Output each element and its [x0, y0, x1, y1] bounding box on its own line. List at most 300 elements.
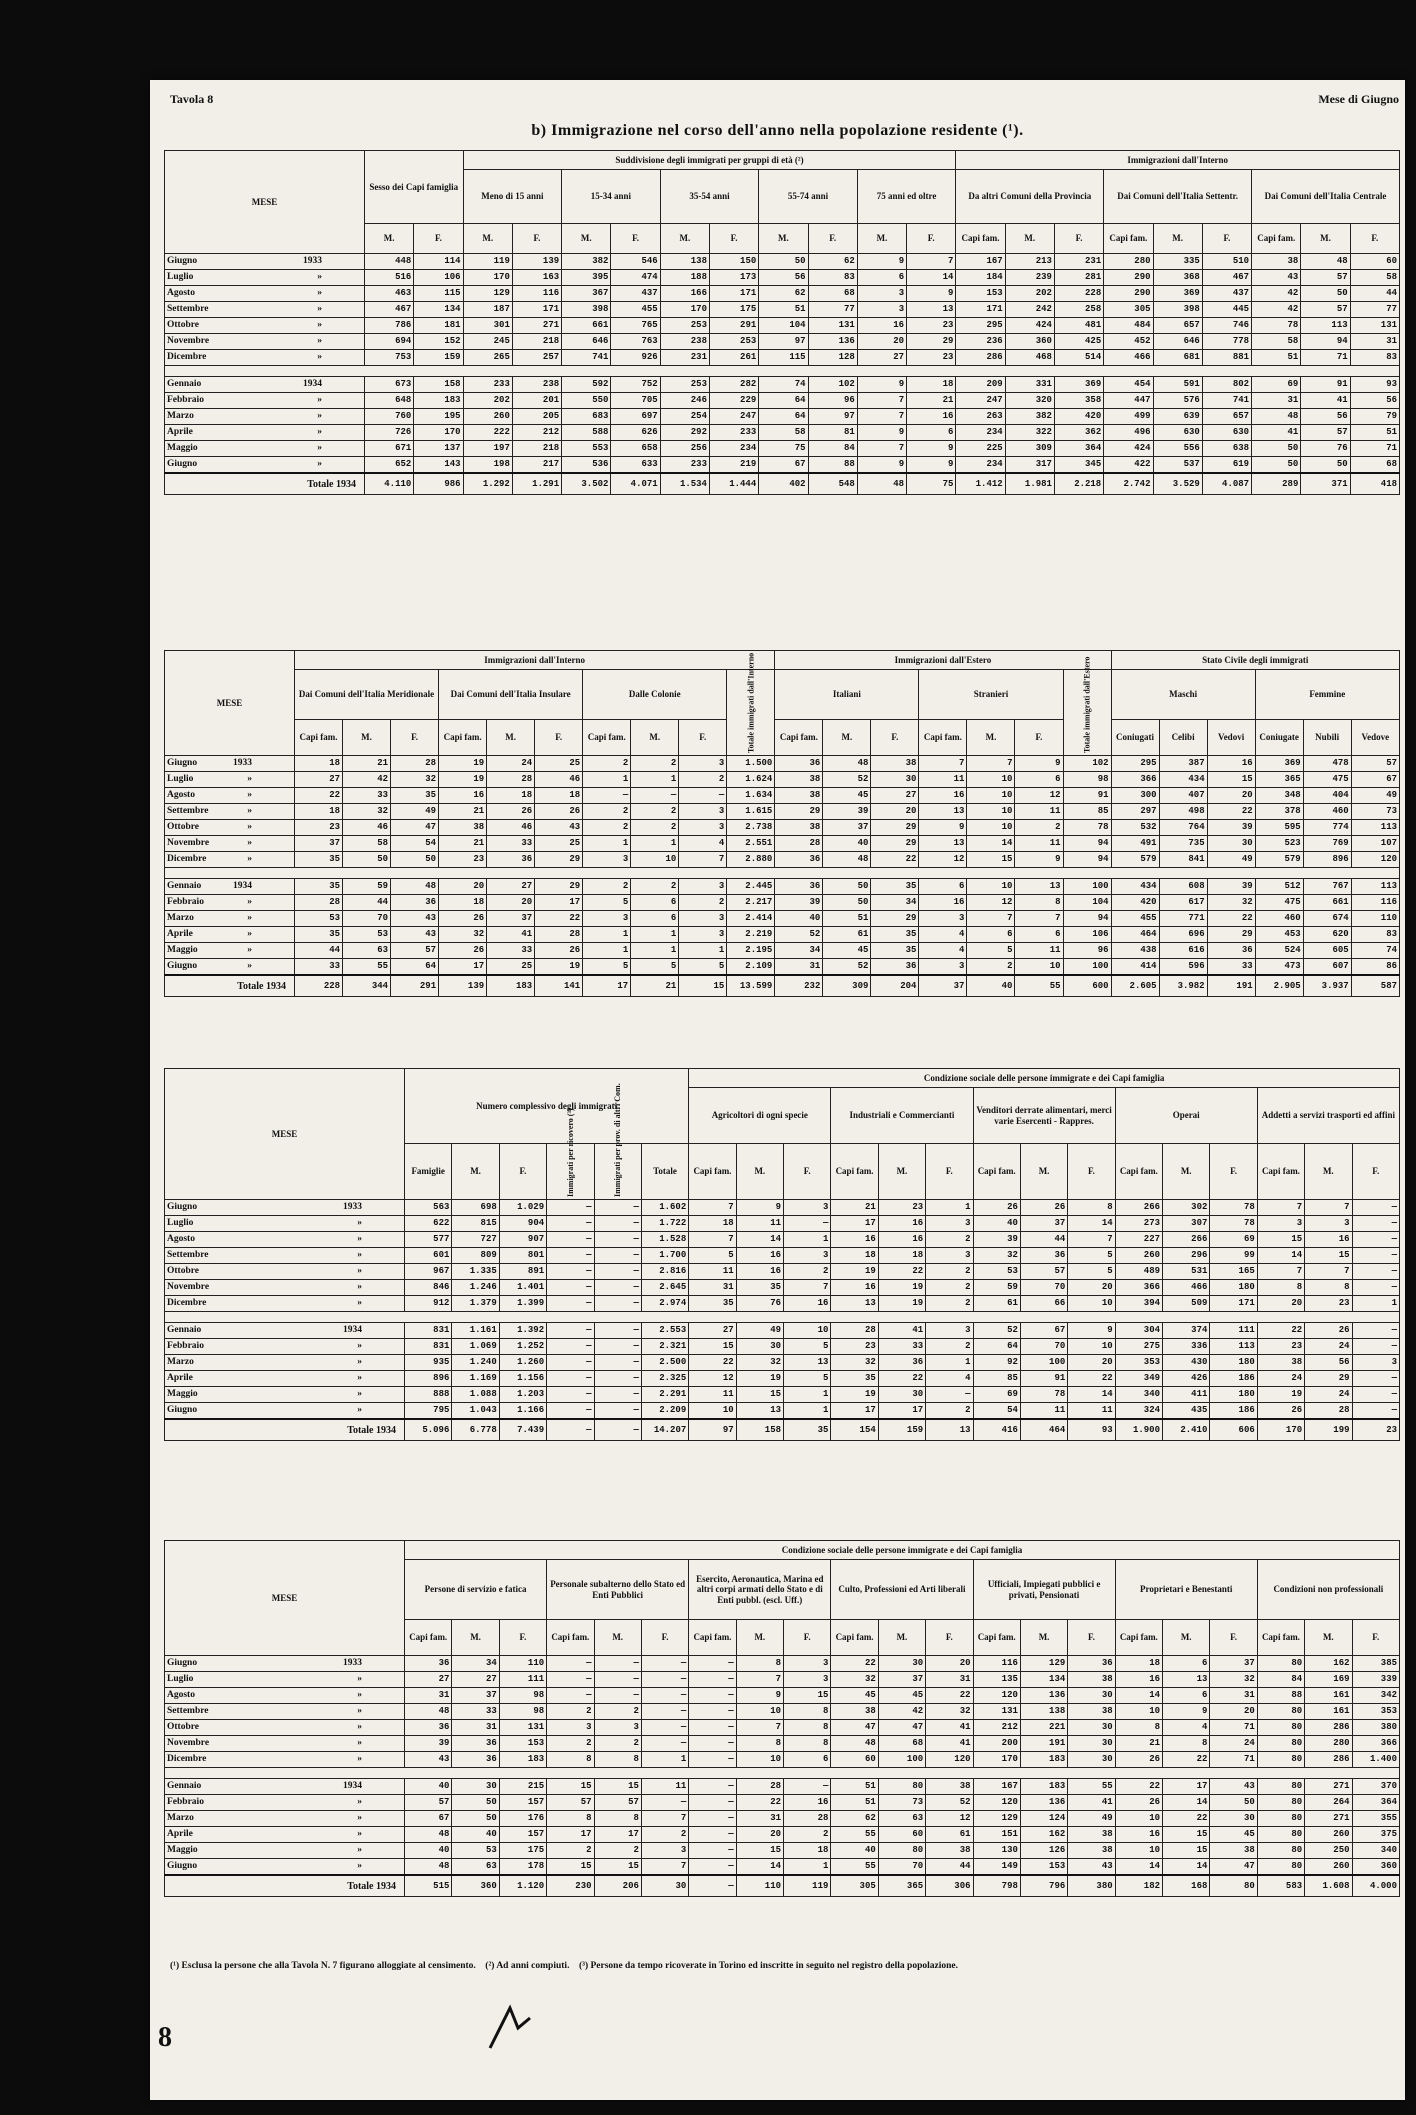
data-cell: 302 [1163, 1200, 1210, 1216]
col-capi-fam: Capi fam. [689, 1144, 736, 1200]
data-cell: 57 [1301, 270, 1350, 286]
data-cell: 32 [391, 772, 439, 788]
data-cell: — [547, 1232, 594, 1248]
data-cell: 48 [823, 852, 871, 868]
data-cell: 120 [973, 1795, 1020, 1811]
table-row [165, 334, 1400, 350]
data-cell: 2.217 [727, 895, 775, 911]
data-cell: 282 [709, 377, 758, 393]
month-year: » [317, 427, 322, 437]
data-cell: 247 [709, 409, 758, 425]
data-cell: 18 [878, 1248, 925, 1264]
data-cell: — [689, 1843, 736, 1859]
data-cell: 114 [414, 254, 463, 270]
col-f: F. [907, 224, 956, 254]
data-cell: 8 [547, 1752, 594, 1768]
data-cell: 42 [1252, 302, 1301, 318]
total-row [165, 473, 1400, 495]
month-name: Agosto [167, 790, 195, 800]
month-cell [165, 1656, 405, 1672]
total-cell: 4.000 [1352, 1875, 1400, 1897]
estero-group-header: Immigrazioni dall'Estero [775, 651, 1111, 670]
data-cell: 52 [926, 1795, 973, 1811]
col-m: M. [594, 1620, 641, 1656]
data-cell: 460 [1255, 911, 1303, 927]
month-year: » [357, 1266, 362, 1276]
month-year: » [357, 1797, 362, 1807]
data-cell: 769 [1303, 836, 1351, 852]
data-cell: — [547, 1200, 594, 1216]
data-cell: 39 [1207, 820, 1255, 836]
table-row [165, 1371, 1400, 1387]
data-cell: 30 [1210, 1811, 1257, 1827]
data-cell: 126 [1020, 1843, 1067, 1859]
data-cell: 18 [1115, 1656, 1162, 1672]
data-cell: 7 [857, 441, 906, 457]
data-cell: 198 [463, 457, 512, 474]
sub-header-row [165, 720, 1400, 756]
col-italiani: Italiani [775, 670, 919, 720]
data-cell: 80 [1257, 1827, 1304, 1843]
month-year: 1934 [343, 1325, 362, 1335]
month-cell [165, 1387, 405, 1403]
data-cell: 54 [973, 1403, 1020, 1420]
spacer-cell [165, 868, 1400, 879]
data-cell: 5 [583, 959, 631, 976]
total-cell: 365 [878, 1875, 925, 1897]
month-name: Ottobre [167, 822, 200, 832]
data-cell: 70 [878, 1859, 925, 1876]
data-cell: 22 [535, 911, 583, 927]
data-cell: 424 [1104, 441, 1153, 457]
data-cell: 157 [499, 1795, 546, 1811]
data-cell: 774 [1303, 820, 1351, 836]
data-cell: — [1352, 1200, 1400, 1216]
month-cell [165, 286, 365, 302]
data-cell: 37 [452, 1688, 499, 1704]
data-cell: 28 [487, 772, 535, 788]
social-group-header: Condizione sociale delle persone immigrate e dei Capi famiglia [405, 1541, 1400, 1560]
data-cell: 180 [1210, 1387, 1257, 1403]
data-cell: 340 [1352, 1843, 1400, 1859]
data-cell: 26 [1257, 1403, 1304, 1420]
data-cell: 257 [512, 350, 561, 366]
data-cell: — [1352, 1339, 1400, 1355]
data-cell: 260 [463, 409, 512, 425]
table-row [165, 911, 1400, 927]
data-cell: 10 [967, 788, 1015, 804]
data-cell: 34 [871, 895, 919, 911]
data-cell: 171 [956, 302, 1005, 318]
col-ufficiali: Ufficiali, Impiegati pubblici e privati, Pensionati [973, 1560, 1115, 1620]
data-cell: 209 [956, 377, 1005, 393]
data-cell: 414 [1111, 959, 1159, 976]
data-cell: 73 [1351, 804, 1399, 820]
data-cell: 55 [343, 959, 391, 976]
data-cell: 926 [611, 350, 660, 366]
data-cell: 100 [878, 1752, 925, 1768]
month-name: Settembre [167, 806, 209, 816]
data-cell: 778 [1202, 334, 1251, 350]
data-cell: 71 [1210, 1752, 1257, 1768]
data-cell: 10 [1115, 1811, 1162, 1827]
data-cell: 2 [631, 879, 679, 895]
data-cell: 3 [784, 1200, 831, 1216]
month-cell [165, 1736, 405, 1752]
data-cell: 162 [1305, 1656, 1352, 1672]
data-cell: 41 [487, 927, 535, 943]
data-cell: 2 [631, 820, 679, 836]
data-cell: — [594, 1403, 641, 1420]
total-cell: 2.742 [1104, 473, 1153, 495]
table-row [165, 1656, 1400, 1672]
data-cell: 6 [784, 1752, 831, 1768]
data-cell: 17 [831, 1403, 878, 1420]
data-cell: 96 [808, 393, 857, 409]
total-cell: 606 [1210, 1419, 1257, 1441]
data-cell: 753 [365, 350, 414, 366]
data-cell: 657 [1202, 409, 1251, 425]
data-cell: 5 [784, 1371, 831, 1387]
col-f: F. [1068, 1144, 1115, 1200]
data-cell: 58 [1252, 334, 1301, 350]
data-cell: 9 [907, 457, 956, 474]
data-cell: 80 [878, 1843, 925, 1859]
data-cell: 102 [808, 377, 857, 393]
data-cell: 236 [956, 334, 1005, 350]
data-cell: 21 [1115, 1736, 1162, 1752]
month-cell [165, 254, 365, 270]
data-cell: 55 [1068, 1779, 1115, 1795]
total-cell: 139 [439, 975, 487, 997]
data-cell: 131 [1350, 318, 1399, 334]
month-cell [165, 350, 365, 366]
data-cell: 445 [1202, 302, 1251, 318]
month-year: 1933 [343, 1202, 362, 1212]
month-year: » [317, 459, 322, 469]
month-cell [165, 1704, 405, 1720]
month-name: Febbraio [167, 1341, 204, 1351]
col-m: M. [1020, 1144, 1067, 1200]
data-cell: 28 [831, 1323, 878, 1339]
data-cell: 31 [1252, 393, 1301, 409]
col-m: M. [452, 1620, 499, 1656]
data-cell: — [594, 1216, 641, 1232]
data-cell: 24 [487, 756, 535, 772]
data-cell: 404 [1303, 788, 1351, 804]
data-cell: 2 [679, 772, 727, 788]
data-cell: 10 [736, 1704, 783, 1720]
data-cell: 3 [1352, 1355, 1400, 1371]
month-name: Aprile [167, 929, 193, 939]
data-cell: 171 [709, 286, 758, 302]
data-cell: 22 [878, 1371, 925, 1387]
data-cell: 52 [775, 927, 823, 943]
data-cell: 374 [1163, 1323, 1210, 1339]
month-name: Maggio [167, 1389, 198, 1399]
total-cell: 93 [1068, 1419, 1115, 1441]
total-cell: 402 [759, 473, 808, 495]
col-capi-fam: Capi fam. [973, 1620, 1020, 1656]
data-cell: 14 [1068, 1387, 1115, 1403]
data-cell: 46 [487, 820, 535, 836]
data-cell: 33 [343, 788, 391, 804]
data-cell: 30 [1068, 1688, 1115, 1704]
spacer-cell [165, 366, 1400, 377]
data-cell: 136 [808, 334, 857, 350]
col-f: F. [391, 720, 439, 756]
data-cell: 8 [784, 1736, 831, 1752]
data-cell: 5 [679, 959, 727, 976]
month-name: Agosto [167, 288, 195, 298]
month-name: Settembre [167, 1706, 209, 1716]
data-cell: — [594, 1339, 641, 1355]
data-cell: 1 [583, 927, 631, 943]
data-cell: 438 [1111, 943, 1159, 959]
total-cell: 206 [594, 1875, 641, 1897]
month-year: » [247, 806, 252, 816]
month-cell [165, 959, 295, 976]
data-cell: 25 [535, 836, 583, 852]
data-cell: 1.169 [452, 1371, 499, 1387]
data-cell: 13 [919, 836, 967, 852]
data-cell: 786 [365, 318, 414, 334]
data-cell: 41 [926, 1736, 973, 1752]
col-famiglie: Famiglie [405, 1144, 452, 1200]
month-year: » [247, 774, 252, 784]
data-cell: 261 [709, 350, 758, 366]
data-cell: 29 [871, 911, 919, 927]
data-cell: 674 [1303, 911, 1351, 927]
data-cell: 11 [641, 1779, 688, 1795]
month-year: » [357, 1250, 362, 1260]
data-cell: 3 [583, 852, 631, 868]
data-cell: 50 [1301, 457, 1350, 474]
data-cell: 9 [1015, 756, 1063, 772]
month-name: Ottobre [167, 1266, 200, 1276]
data-cell: 22 [1115, 1779, 1162, 1795]
data-cell: 20 [1068, 1280, 1115, 1296]
data-cell: 213 [1005, 254, 1054, 270]
document-page [150, 80, 1405, 2100]
data-cell: 253 [660, 318, 709, 334]
data-cell: 115 [414, 286, 463, 302]
data-cell: 64 [759, 393, 808, 409]
data-cell: 935 [405, 1355, 452, 1371]
data-cell: 71 [1350, 441, 1399, 457]
data-cell: 33 [452, 1704, 499, 1720]
data-cell: 212 [512, 425, 561, 441]
data-cell: 32 [831, 1355, 878, 1371]
data-cell: 99 [1210, 1248, 1257, 1264]
data-cell: 387 [1159, 756, 1207, 772]
data-cell: 3 [679, 879, 727, 895]
data-cell: 83 [1351, 927, 1399, 943]
data-cell: 746 [1202, 318, 1251, 334]
data-cell: 76 [1301, 441, 1350, 457]
data-cell: 24 [1257, 1371, 1304, 1387]
data-cell: 254 [660, 409, 709, 425]
data-cell: 14 [907, 270, 956, 286]
data-cell: 6 [967, 927, 1015, 943]
col-f: F. [499, 1620, 546, 1656]
data-cell: 16 [784, 1296, 831, 1312]
col-capi-fam: Capi fam. [1104, 224, 1153, 254]
data-cell: — [1352, 1371, 1400, 1387]
data-cell: 20 [1207, 788, 1255, 804]
data-cell: 17 [594, 1827, 641, 1843]
data-cell: 77 [808, 302, 857, 318]
data-cell: 80 [1257, 1859, 1304, 1876]
data-cell: 2.414 [727, 911, 775, 927]
data-cell: 37 [295, 836, 343, 852]
data-cell: 150 [709, 254, 758, 270]
data-cell: 1 [631, 836, 679, 852]
total-row [165, 1875, 1400, 1897]
month-cell [165, 836, 295, 852]
data-cell: 15 [689, 1339, 736, 1355]
data-cell: — [547, 1339, 594, 1355]
data-cell: 907 [499, 1232, 546, 1248]
data-cell: 247 [956, 393, 1005, 409]
data-cell: 697 [611, 409, 660, 425]
data-cell: 166 [660, 286, 709, 302]
data-cell: 152 [414, 334, 463, 350]
data-cell: 143 [414, 457, 463, 474]
total-cell: 291 [391, 975, 439, 997]
data-cell: 44 [1020, 1232, 1067, 1248]
data-cell: 29 [535, 879, 583, 895]
data-cell: 36 [1068, 1656, 1115, 1672]
data-cell: 23 [831, 1339, 878, 1355]
month-year: » [247, 913, 252, 923]
data-cell: 3 [926, 1248, 973, 1264]
table-row [165, 1704, 1400, 1720]
col-f: F. [414, 224, 463, 254]
data-cell: 556 [1153, 441, 1202, 457]
data-cell: 620 [1303, 927, 1351, 943]
section-origin-status [164, 650, 1400, 997]
data-cell: 149 [973, 1859, 1020, 1876]
data-cell: 48 [823, 756, 871, 772]
data-cell: 12 [967, 895, 1015, 911]
data-cell: 14 [736, 1859, 783, 1876]
month-cell [165, 1355, 405, 1371]
data-cell: 13 [1015, 879, 1063, 895]
data-cell: 588 [562, 425, 611, 441]
data-cell: 5 [631, 959, 679, 976]
data-cell: 435 [1163, 1403, 1210, 1420]
total-cell: 986 [414, 473, 463, 495]
col-industriali: Industriali e Commercianti [831, 1088, 973, 1144]
footnote-2: (²) Ad anni compiuti. [485, 1961, 570, 1971]
data-cell: 694 [365, 334, 414, 350]
table-row [165, 943, 1400, 959]
data-cell: 258 [1054, 302, 1103, 318]
total-cell: 4.071 [611, 473, 660, 495]
data-cell: 48 [405, 1704, 452, 1720]
data-cell: 24 [1210, 1736, 1257, 1752]
data-cell: 38 [871, 756, 919, 772]
data-cell: 448 [365, 254, 414, 270]
data-cell: 46 [343, 820, 391, 836]
data-cell: 32 [973, 1248, 1020, 1264]
month-year: » [247, 838, 252, 848]
total-cell: 587 [1351, 975, 1399, 997]
data-cell: — [784, 1216, 831, 1232]
data-cell: 7 [689, 1200, 736, 1216]
data-cell: 382 [562, 254, 611, 270]
col-f: F. [871, 720, 919, 756]
data-cell: 35 [871, 879, 919, 895]
data-cell: 80 [878, 1779, 925, 1795]
month-year: » [357, 1341, 362, 1351]
data-cell: 673 [365, 377, 414, 393]
month-cell [165, 943, 295, 959]
table-row [165, 1296, 1400, 1312]
data-cell: 1.615 [727, 804, 775, 820]
data-cell: 157 [499, 1827, 546, 1843]
data-cell: 891 [499, 1264, 546, 1280]
total-cell: 182 [1115, 1875, 1162, 1897]
interno-group-header: Immigrazioni dall'Interno [956, 151, 1400, 170]
data-cell: 4 [1163, 1720, 1210, 1736]
month-cell [165, 1280, 405, 1296]
data-cell: 48 [405, 1827, 452, 1843]
data-cell: 36 [775, 852, 823, 868]
total-cell: 600 [1063, 975, 1111, 997]
data-cell: 17 [547, 1827, 594, 1843]
data-cell: 50 [1252, 441, 1301, 457]
data-cell: 57 [1301, 302, 1350, 318]
data-cell: 1.260 [499, 1355, 546, 1371]
total-cell: 2.605 [1111, 975, 1159, 997]
total-cell: 110 [736, 1875, 783, 1897]
data-cell: 630 [1202, 425, 1251, 441]
data-cell: 80 [1257, 1736, 1304, 1752]
data-cell: 19 [878, 1280, 925, 1296]
data-cell: 275 [1115, 1339, 1162, 1355]
data-cell: 10 [1068, 1339, 1115, 1355]
data-cell: 115 [759, 350, 808, 366]
month-cell [165, 1264, 405, 1280]
data-cell: 523 [1255, 836, 1303, 852]
col-operai: Operai [1115, 1088, 1257, 1144]
data-cell: 8 [1257, 1280, 1304, 1296]
month-cell [165, 804, 295, 820]
data-cell: 430 [1163, 1355, 1210, 1371]
data-cell: 10 [736, 1752, 783, 1768]
data-cell: 17 [1163, 1779, 1210, 1795]
month-name: Dicembre [167, 854, 207, 864]
data-cell: 38 [1252, 254, 1301, 270]
data-cell: 94 [1063, 836, 1111, 852]
month-cell [165, 895, 295, 911]
data-cell: 130 [973, 1843, 1020, 1859]
data-cell: 80 [1257, 1811, 1304, 1827]
month-year: » [247, 790, 252, 800]
data-cell: 94 [1301, 334, 1350, 350]
col-colonie: Dalle Colonie [583, 670, 727, 720]
data-cell: 23 [295, 820, 343, 836]
data-cell: — [689, 1859, 736, 1876]
col-m: M. [1153, 224, 1202, 254]
page-number: 8 [158, 2022, 172, 2053]
data-cell: 38 [775, 788, 823, 804]
table-row [165, 1355, 1400, 1371]
data-cell: 9 [1163, 1704, 1210, 1720]
data-cell: 85 [973, 1371, 1020, 1387]
